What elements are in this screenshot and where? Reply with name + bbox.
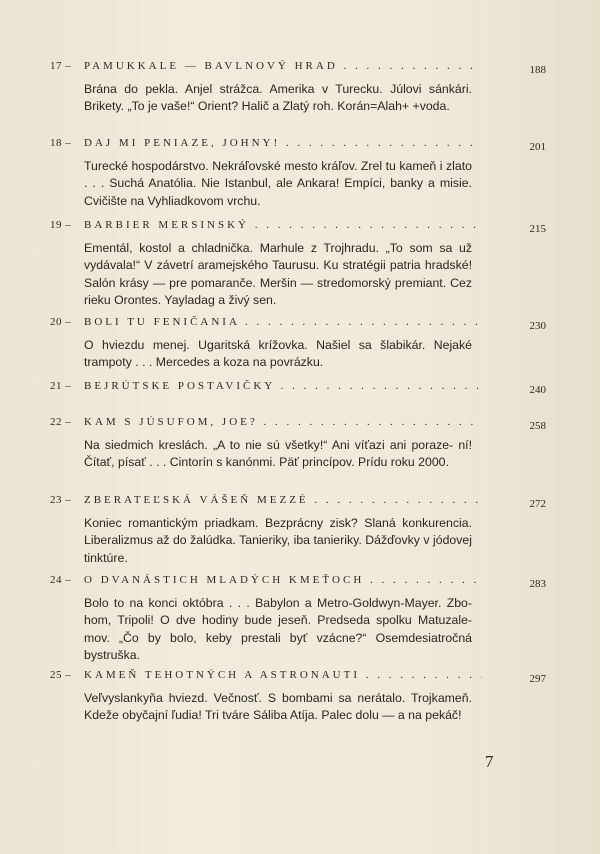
chapter-number: 21 – xyxy=(50,380,72,392)
chapter-summary: Turecké hospodárstvo. Nekráľovské mesto kráľov. Zrel tu kameň i zlato . . . Suchá Anatólia. Nie Istanbul, ale Ankara! Empíci, banky a misie. Cvičište na Vyhliadkovom vrchu. xyxy=(84,159,472,208)
toc-entry-25 xyxy=(46,669,546,725)
chapter-number: 23 – xyxy=(50,494,72,506)
toc-entry-header xyxy=(46,219,546,237)
toc-entry-header xyxy=(46,574,546,592)
chapter-summary: Koniec romantickým priadkam. Bezprácny zisk? Slaná konkurencia. Liberalizmus až do žalúdka. Tanieriky, iba tanieriky. Dážďovky v jódovej tinktúre. xyxy=(84,516,472,565)
toc-entry-header xyxy=(46,669,546,687)
toc-entry-22 xyxy=(46,416,546,472)
chapter-number: 18 – xyxy=(50,137,72,149)
chapter-number: 19 – xyxy=(50,219,72,231)
chapter-title: ZBERATEĽSKÁ VÁŠEŇ MEZZÉ . . . xyxy=(84,494,482,506)
chapter-title: PAMUKKALE — BAVLNOVÝ HRAD . . . xyxy=(84,60,482,72)
toc-entry-header xyxy=(46,416,546,434)
toc-entry-17 xyxy=(46,60,546,116)
toc-entry-18 xyxy=(46,137,546,210)
chapter-title: KAMEŇ TEHOTNÝCH A ASTRONAUTI . . . xyxy=(84,669,482,681)
chapter-page-number: 240 xyxy=(529,384,546,396)
chapter-number: 22 – xyxy=(50,416,72,428)
chapter-page-number: 272 xyxy=(529,498,546,510)
chapter-number: 20 – xyxy=(50,316,72,328)
toc-entry-21 xyxy=(46,380,546,398)
page-folio-number: 7 xyxy=(485,752,494,771)
toc-entry-20 xyxy=(46,316,546,372)
chapter-summary: Brána do pekla. Anjel strážca. Amerika v Turecku. Júlovi sánkári. Brikety. „To je vaše!“ Orient? Halič a Zlatý roh. Korán=Alah+ +voda. xyxy=(84,82,472,114)
toc-entry-24 xyxy=(46,574,546,665)
toc-entry-header xyxy=(46,380,546,398)
chapter-summary: Bolo to na konci októbra . . . Babylon a Metro-Goldwyn-Mayer. Zbo- hom, Tripoli! O dve hodiny bude jeseň. Predseda spolku Matuzale- mov. „Čo by bolo, keby prestali byť vzácne?“ Osemdesiatročná bystruška. xyxy=(84,596,472,663)
chapter-page-number: 230 xyxy=(529,320,546,332)
chapter-title: O DVANÁSTICH MLADÝCH KMEŤOCH . . . xyxy=(84,574,482,586)
chapter-page-number: 283 xyxy=(529,578,546,590)
toc-entry-header xyxy=(46,316,546,334)
chapter-title: KAM S JÚSUFOM, JOE? . . . xyxy=(84,416,482,428)
chapter-summary: Na siedmich kreslách. „A to nie sú všetky!“ Ani víťazi ani poraze- ní! Čítať, písať . . . Cintorín s kanónmi. Päť princípov. Prídu roku 2000. xyxy=(84,438,472,470)
toc-entry-header xyxy=(46,137,546,155)
toc-entry-23 xyxy=(46,494,546,567)
chapter-title: BOLI TU FENIČANIA . . . xyxy=(84,316,482,328)
chapter-page-number: 297 xyxy=(529,673,546,685)
chapter-number: 24 – xyxy=(50,574,72,586)
chapter-number: 17 – xyxy=(50,60,72,72)
chapter-page-number: 201 xyxy=(529,141,546,153)
chapter-summary: O hviezdu menej. Ugaritská krížovka. Našiel sa šlabikár. Nejaké trampoty . . . Mercedes a koza na povrázku. xyxy=(84,338,472,370)
toc-entry-19 xyxy=(46,219,546,310)
chapter-summary: Ementál, kostol a chladnička. Marhule z Trojhradu. „To som sa už vydávala!“ V závetrí aramejského Taurusu. Ku stratégii patria hradské! Salón krásy — pre pomaranče. Meršin — stredomorský premiant. Cez rieku Orontes. Yayladag a živý sen. xyxy=(84,241,472,308)
chapter-number: 25 – xyxy=(50,669,72,681)
chapter-summary: Veľvyslankyňa hviezd. Večnosť. S bombami sa nerátalo. Trojkameň. Kdeže obyčajní ľudia! Tri tváre Sáliba Atíja. Palec dolu — a na pekáč! xyxy=(84,691,472,723)
chapter-page-number: 215 xyxy=(529,223,546,235)
chapter-title: BARBIER MERSINSKÝ . . . xyxy=(84,219,482,231)
chapter-page-number: 258 xyxy=(529,420,546,432)
toc-entry-header xyxy=(46,60,546,78)
chapter-title: DAJ MI PENIAZE, JOHNY! . . . xyxy=(84,137,482,149)
toc-entry-header xyxy=(46,494,546,512)
chapter-page-number: 188 xyxy=(529,64,546,76)
chapter-title: BEJRÚTSKE POSTAVIČKY . . . xyxy=(84,380,482,392)
